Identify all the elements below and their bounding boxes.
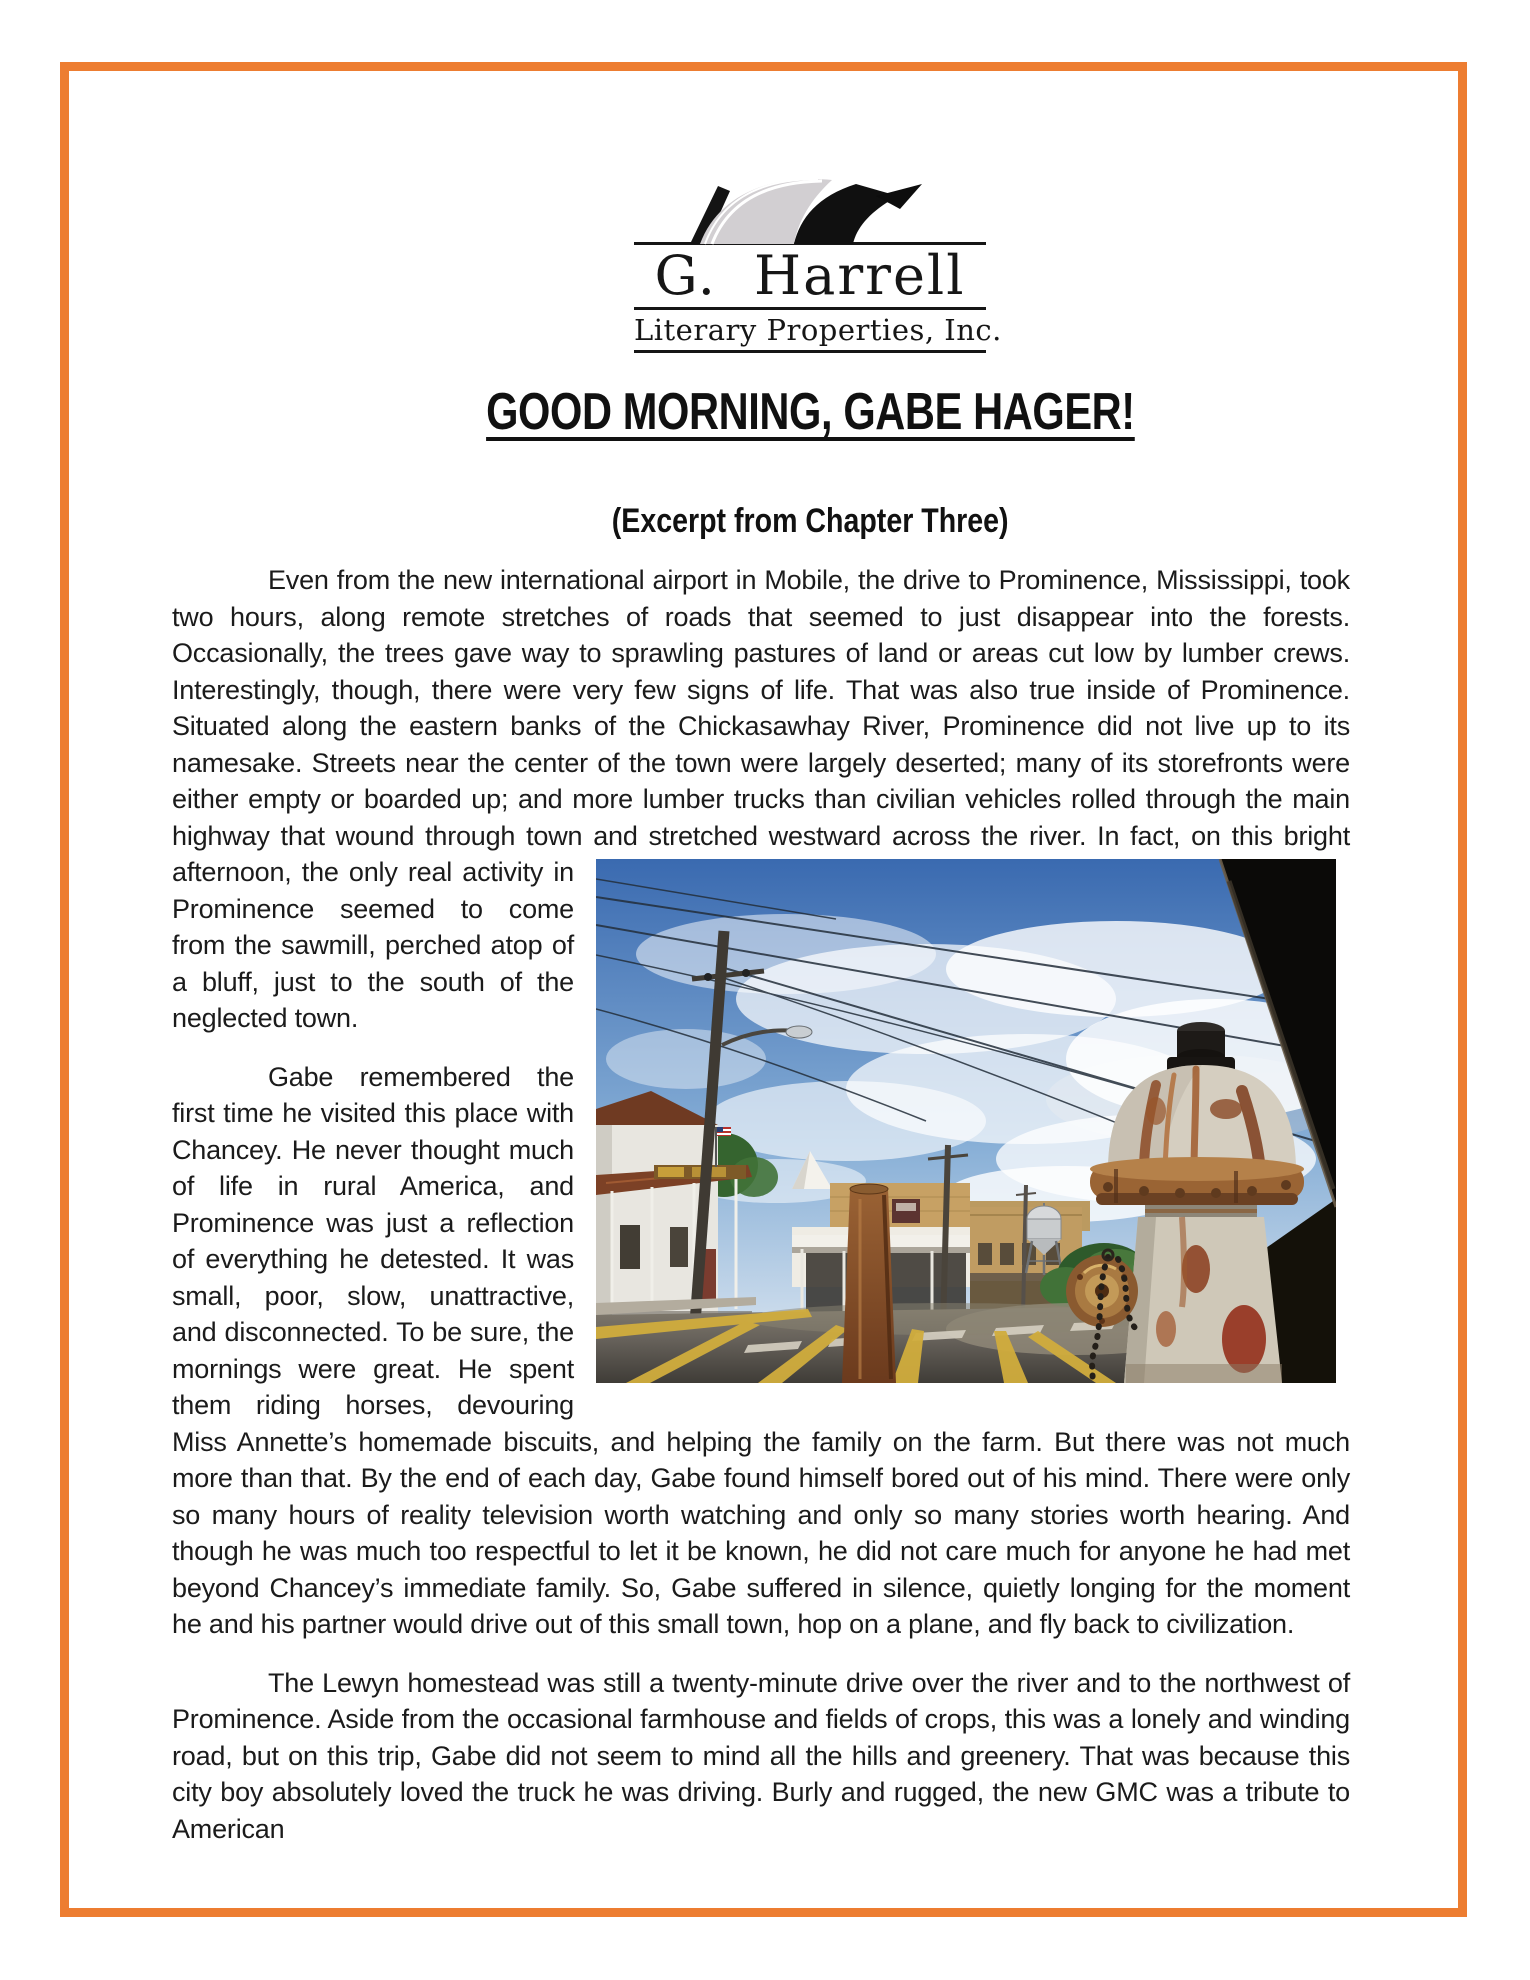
publisher-logo	[634, 166, 1002, 353]
open-book-icon	[660, 166, 960, 246]
paragraph-2: Gabe remembered the first time he visited this place with Chancey. He never thought much of life in rural America, and Prominence was just a reflection of everything he detested. It was small, poor, slow, unattractive, and disconnected. To be sure, the mornings were great. He spent them riding horses, devouring Miss Annette’s homemade biscuits, and helping the family on the farm. But there was not much more than that. By the end of each day, Gabe found himself bored out of his mind. There were only so many hours of reality television worth watching and only so many stories worth hearing. And though he was much too respectful to let it be known, he did not care much for anyone he had met beyond Chancey’s immediate family. So, Gabe suffered in silence, quietly longing for the moment he and his partner would drive out of this small town, hop on a plane, and fly back to civilization.	[172, 1061, 1350, 1639]
logo-name: G. Harrell	[634, 242, 986, 310]
chapter-subtitle: (Excerpt from Chapter Three)	[611, 502, 1009, 540]
page-title: GOOD MORNING, GABE HAGER!	[485, 383, 1135, 441]
logo-subtitle: Literary Properties, Inc.	[634, 310, 986, 353]
body-text	[172, 562, 1350, 1869]
paragraph-1	[172, 562, 1350, 1037]
paragraph-1-part-a: Even from the new international airport in Mobile, the drive to Prominence, Mississippi, took two hours, along remote stretches of roads that seemed to just disappear into the forests. Occasionally, the trees gave way to sprawling pastures of land or areas cut low by lumber crews. Interestingly, though, there were very few signs of life. That was also true inside of Prominence. Situated along the eastern banks of the Chickasawhay River, Prominence did not live up to its namesake. Streets near the center of the town were largely deserted; many of its storefronts were either empty or boarded up; and more lumber trucks than civilian vehicles rolled through the main highway that wound through town and stretched westward	[172, 565, 1350, 851]
paragraph-1-part-b: across the river. In fact, on this bright afternoon, the only real activity in Prominence seemed to come from the sawmill, perched atop of a bluff, just to the south of the neglected town.	[172, 820, 1350, 1033]
street-photo	[596, 859, 1336, 1383]
paragraph-3: The Lewyn homestead was still a twenty-minute drive over the river and to the northwest of Prominence. Aside from the occasional farmhouse and fields of crops, this was a lonely and winding road, but on this trip, Gabe did not seem to mind all the hills and greenery. That was because this city boy absolutely loved the truck he was driving. Burly and rugged, the new GMC was a tribute to American	[172, 1667, 1350, 1844]
